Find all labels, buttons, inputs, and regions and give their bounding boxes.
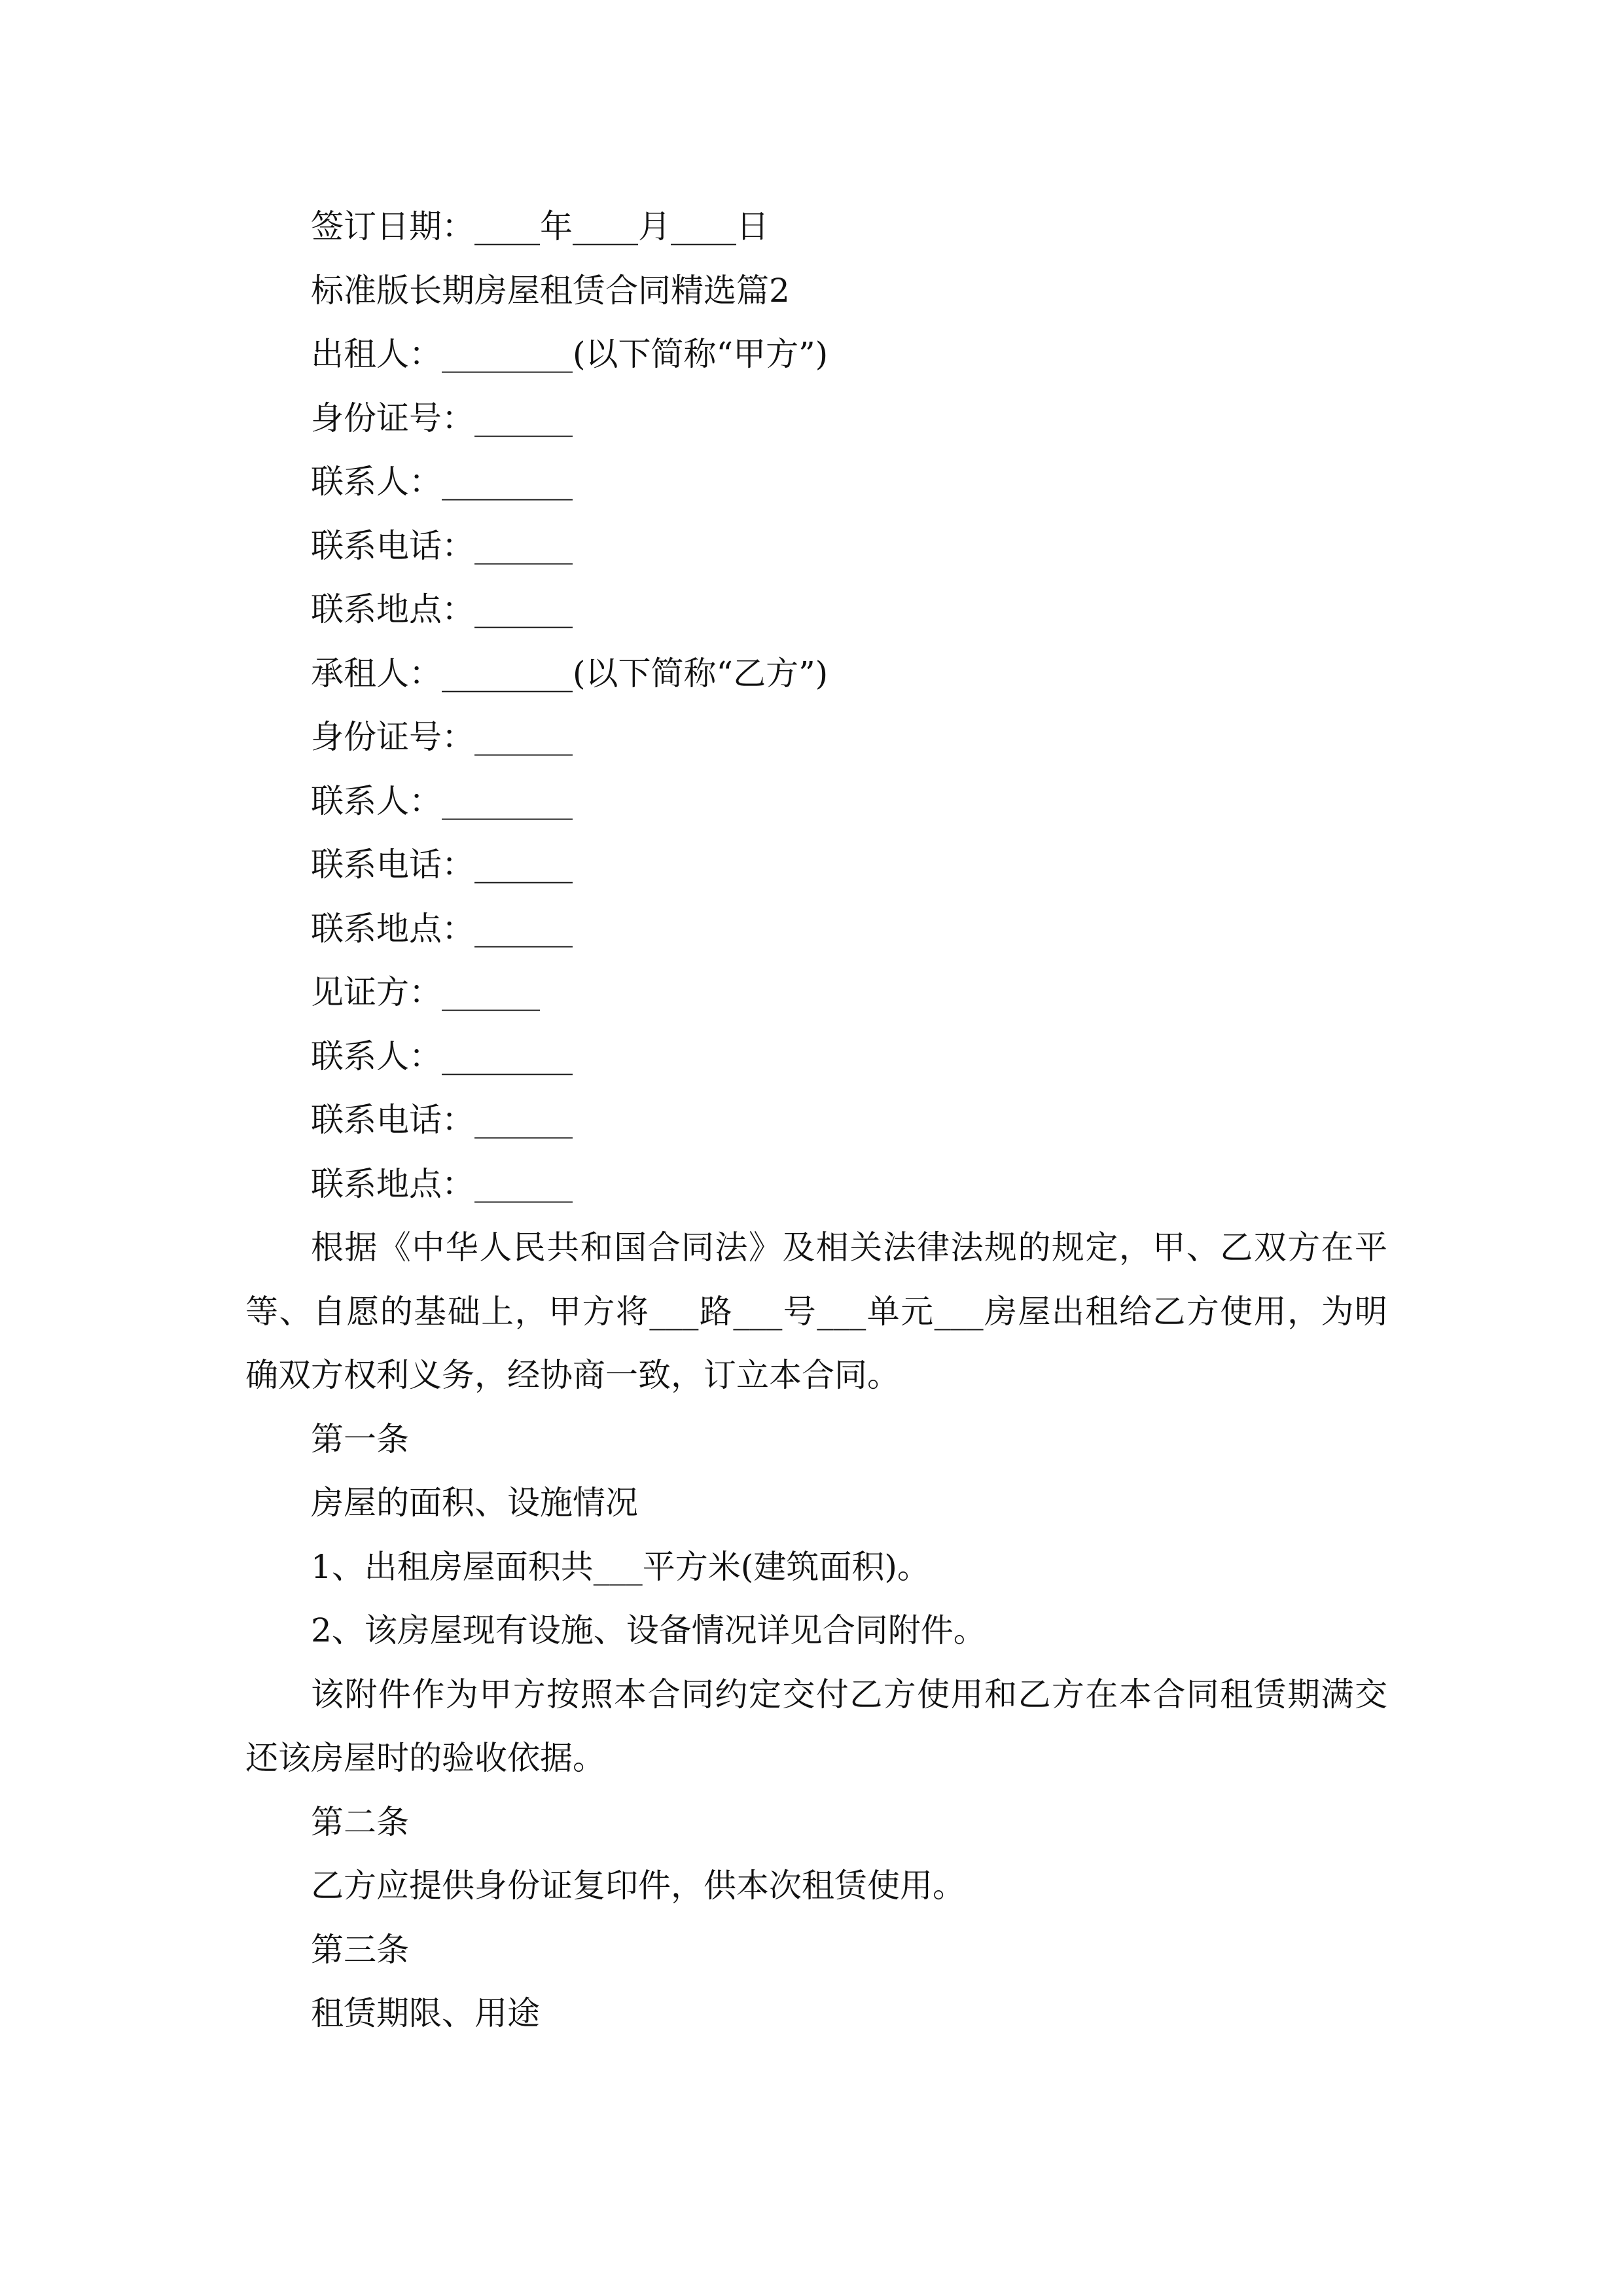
document-body xyxy=(245,195,1387,2046)
article-2-heading: 第二条 xyxy=(311,1803,409,1841)
lessee-id-line: 身份证号：______ xyxy=(311,718,573,756)
witness-phone-line: 联系电话：______ xyxy=(311,1101,573,1139)
witness-contact-line: 联系人：________ xyxy=(311,1037,573,1075)
attachment-paragraph: 该附件作为甲方按照本合同约定交付乙方使用和乙方在本合同租赁期满交还该房屋时的验收依据。 xyxy=(245,1675,1387,1777)
lessor-phone-line: 联系电话：______ xyxy=(311,526,573,565)
witness-line: 见证方：______ xyxy=(311,973,540,1011)
contract-title: 标准版长期房屋租赁合同精选篇2 xyxy=(311,271,790,310)
lessee-contact-line: 联系人：________ xyxy=(311,781,573,820)
lessor-id-line: 身份证号：______ xyxy=(311,399,573,437)
lessor-contact-line: 联系人：________ xyxy=(311,463,573,501)
lessor-address-line: 联系地点：______ xyxy=(311,590,573,628)
signing-date-line: 签订日期：____年____月____日 xyxy=(311,207,769,245)
article-1-item-1: 1、出租房屋面积共___平方米(建筑面积)。 xyxy=(311,1547,930,1586)
lessee-address-line: 联系地点：______ xyxy=(311,909,573,948)
lessee-phone-line: 联系电话：______ xyxy=(311,846,573,884)
article-2-text: 乙方应提供身份证复印件，供本次租赁使用。 xyxy=(311,1867,965,1905)
lessee-line: 承租人：________(以下简称“乙方”) xyxy=(311,654,829,692)
lessor-line: 出租人：________(以下简称“甲方”) xyxy=(311,335,829,373)
witness-address-line: 联系地点：______ xyxy=(311,1164,573,1203)
article-3-title: 租赁期限、用途 xyxy=(311,1994,540,2032)
preamble-paragraph: 根据《中华人民共和国合同法》及相关法律法规的规定，甲、乙双方在平等、自愿的基础上，甲方将___路___号___单元___房屋出租给乙方使用，为明确双方权利义务，经协商一致，订立本合同。 xyxy=(245,1229,1387,1394)
article-1-title: 房屋的面积、设施情况 xyxy=(311,1484,638,1522)
article-1-item-2: 2、该房屋现有设施、设备情况详见合同附件。 xyxy=(311,1611,986,1649)
article-1-heading: 第一条 xyxy=(311,1420,409,1458)
article-3-heading: 第三条 xyxy=(311,1930,409,1969)
